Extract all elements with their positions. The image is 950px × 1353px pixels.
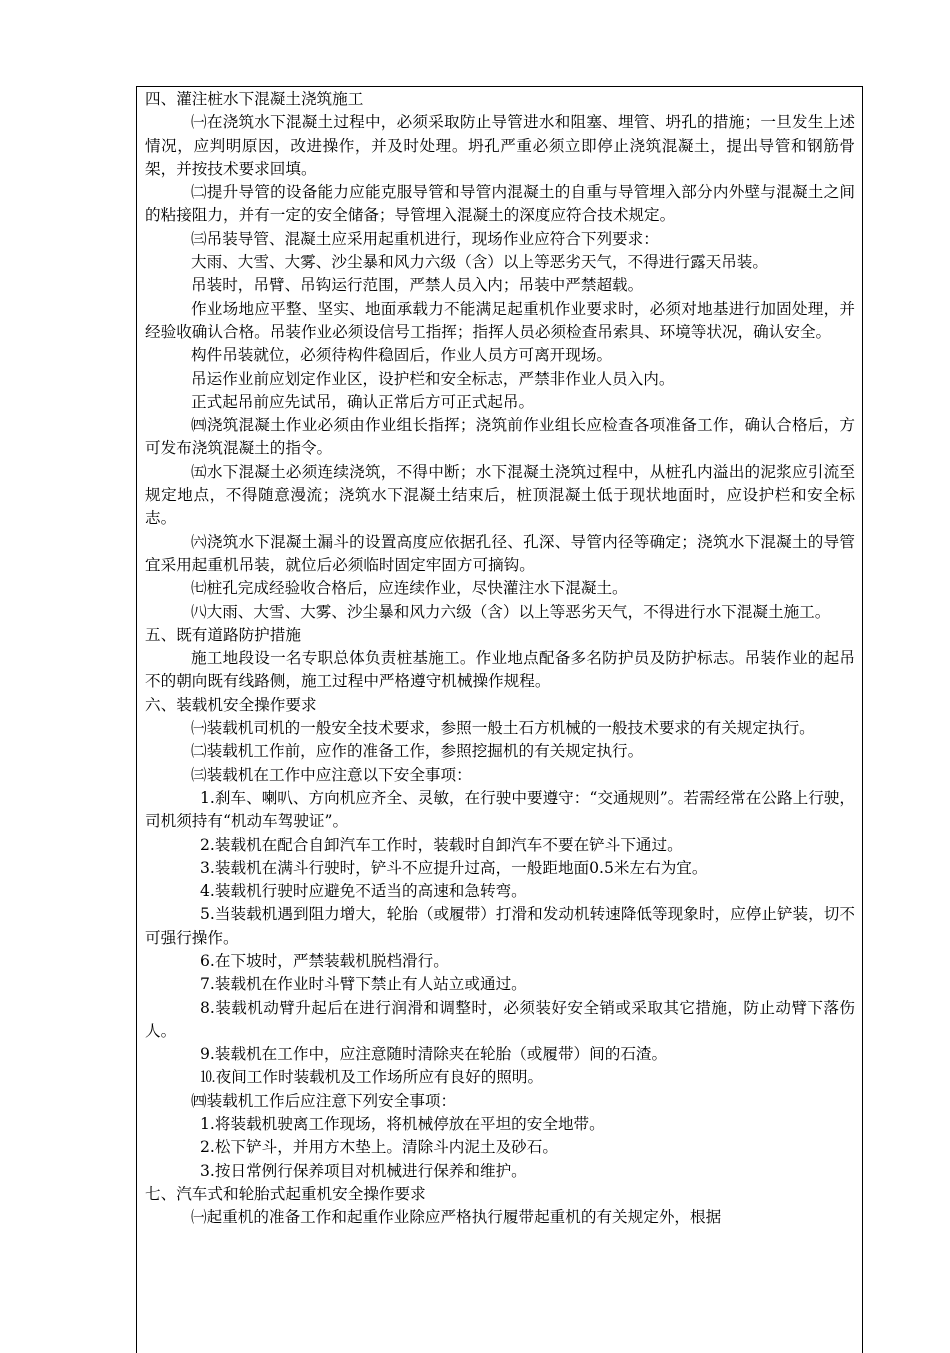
- paragraph: 吊运作业前应划定作业区，设护栏和安全标志，严禁非作业人员入内。: [191, 369, 675, 388]
- list-item: 3.按日常例行保养项目对机械进行保养和维护。: [200, 1161, 527, 1180]
- paragraph: ㈣浇筑混凝土作业必须由作业组长指挥；浇筑前作业组长应检查各项准备工作，确认合格后，方可发布浇筑混凝土的指令。: [145, 416, 855, 458]
- document-body: [145, 88, 855, 1230]
- paragraph: ㈧大雨、大雪、大雾、沙尘暴和风力六级（含）以上等恶劣天气，不得进行水下混凝土施工。: [191, 602, 831, 621]
- paragraph: ㈥浇筑水下混凝土漏斗的设置高度应依据孔径、孔深、导管内径等确定；浇筑水下混凝土的导管宜采用起重机吊装，就位后必须临时固定牢固方可摘钩。: [145, 532, 855, 574]
- list-item: 2.松下铲斗，并用方木垫上。清除斗内泥土及砂石。: [200, 1138, 558, 1157]
- list-item: 1.将装载机驶离工作现场，将机械停放在平坦的安全地带。: [200, 1115, 605, 1134]
- paragraph: 施工地段设一名专职总体负责桩基施工。作业地点配备多名防护员及防护标志。吊装作业的起吊不的朝向既有线路侧，施工过程中严格遵守机械操作规程。: [145, 649, 855, 691]
- list-item: ⒑夜间工作时装载机及工作场所应有良好的照明。: [200, 1068, 544, 1087]
- list-item: 4.装载机行驶时应避免不适当的高速和急转弯。: [200, 882, 527, 901]
- paragraph: ㈡装载机工作前，应作的准备工作，参照挖掘机的有关规定执行。: [191, 742, 644, 761]
- list-item: 7.装载机在作业时斗臂下禁止有人站立或通过。: [200, 975, 527, 994]
- list-item: 9.装载机在工作中，应注意随时清除夹在轮胎（或履带）间的石渣。: [200, 1045, 668, 1064]
- list-item: 2.装载机在配合自卸汽车工作时，装载时自卸汽车不要在铲斗下通过。: [200, 835, 683, 854]
- paragraph: 作业场地应平整、坚实、地面承载力不能满足起重机作业要求时，必须对地基进行加固处理，并经验收确认合格。吊装作业必须设信号工指挥；指挥人员必须检查吊索具、环境等状况，确认安全。: [145, 299, 855, 341]
- paragraph: ㈢吊装导管、混凝土应采用起重机进行，现场作业应符合下列要求：: [191, 229, 659, 248]
- paragraph: ㈠在浇筑水下混凝土过程中，必须采取防止导管进水和阻塞、埋管、坍孔的措施；一旦发生上述情况，应判明原因，改进操作，并及时处理。坍孔严重必须立即停止浇筑混凝土，提出导管和钢筋骨架，并按技术要求回填。: [145, 113, 855, 178]
- section-heading: 五、既有道路防护措施: [145, 625, 301, 644]
- list-item: 6.在下坡时，严禁装载机脱档滑行。: [200, 951, 449, 970]
- paragraph: ㈡提升导管的设备能力应能克服导管和导管内混凝土的自重与导管埋入部分内外壁与混凝土之间的粘接阻力，并有一定的安全储备；导管埋入混凝土的深度应符合技术规定。: [145, 183, 855, 225]
- list-item: 8.装载机动臂升起后在进行润滑和调整时，必须装好安全销或采取其它措施，防止动臂下落伤人。: [145, 998, 855, 1040]
- paragraph: ㈦桩孔完成经验收合格后，应连续作业，尽快灌注水下混凝土。: [191, 579, 628, 598]
- list-item: 1.刹车、喇叭、方向机应齐全、灵敏，在行驶中要遵守：“交通规则”。若需经常在公路上行驶，司机须持有“机动车驾驶证”。: [145, 788, 855, 831]
- paragraph: 正式起吊前应先试吊，确认正常后方可正式起吊。: [191, 392, 535, 411]
- section-heading: 四、灌注桩水下混凝土浇筑施工: [145, 90, 364, 108]
- paragraph: 吊装时，吊臂、吊钩运行范围，严禁人员入内；吊装中严禁超载。: [191, 276, 644, 295]
- paragraph: ㈢装载机在工作中应注意以下安全事项：: [191, 765, 472, 784]
- paragraph: ㈤水下混凝土必须连续浇筑，不得中断；水下混凝土浇筑过程中，从桩孔内溢出的泥浆应引流至规定地点，不得随意漫流；浇筑水下混凝土结束后，桩顶混凝土低于现状地面时，应设护栏和安全标志。: [145, 462, 855, 528]
- paragraph: 大雨、大雪、大雾、沙尘暴和风力六级（含）以上等恶劣天气，不得进行露天吊装。: [191, 253, 768, 272]
- section-heading: 六、装载机安全操作要求: [145, 695, 317, 714]
- paragraph: ㈠起重机的准备工作和起重作业除应严格执行履带起重机的有关规定外，根据: [191, 1208, 722, 1227]
- list-item: 3.装载机在满斗行驶时，铲斗不应提升过高，一般距地面0.5米左右为宜。: [200, 858, 708, 877]
- paragraph: ㈣装载机工作后应注意下列安全事项：: [191, 1091, 457, 1110]
- section-heading: 七、汽车式和轮胎式起重机安全操作要求: [145, 1184, 426, 1203]
- paragraph: 构件吊装就位，必须待构件稳固后，作业人员方可离开现场。: [191, 346, 613, 365]
- list-item: 5.当装载机遇到阻力增大，轮胎（或履带）打滑和发动机转速降低等现象时，应停止铲装，切不可强行操作。: [145, 905, 855, 947]
- paragraph: ㈠装载机司机的一般安全技术要求，参照一般土石方机械的一般技术要求的有关规定执行。: [191, 719, 815, 738]
